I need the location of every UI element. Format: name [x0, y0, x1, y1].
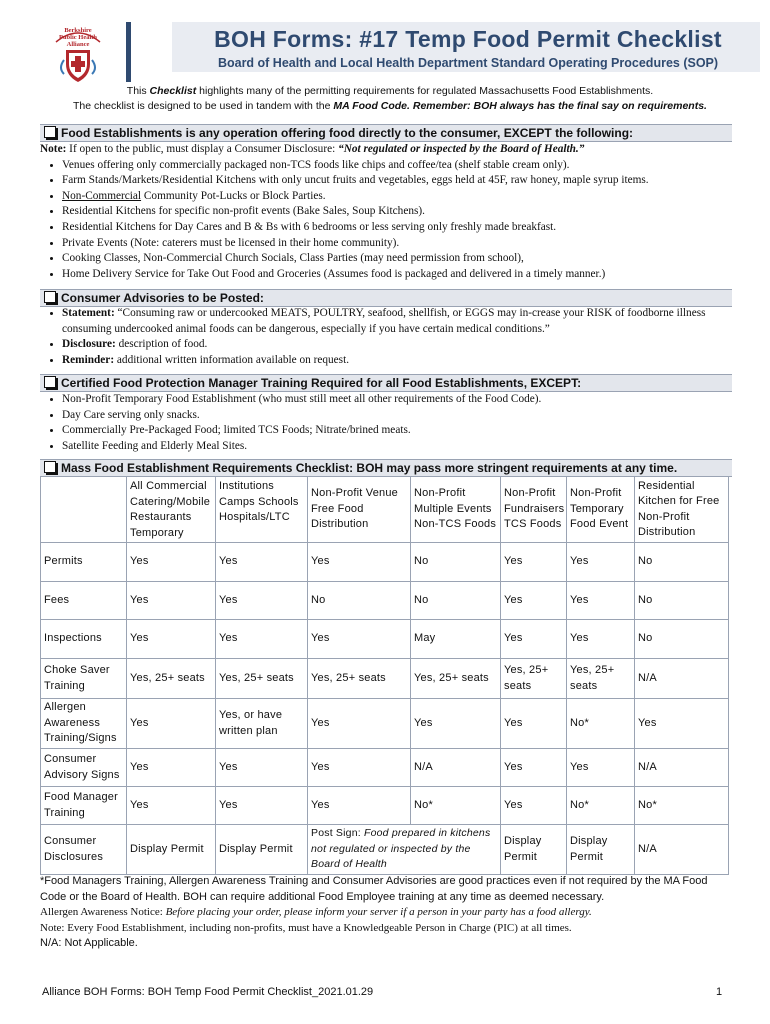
table-cell: Yes [635, 699, 729, 749]
row-label: Food Manager Training [41, 787, 127, 825]
section-3-heading: Certified Food Protection Manager Training Required for all Food Establishments, EXCEPT: [40, 374, 732, 392]
table-cell: Yes [501, 787, 567, 825]
table-cell: No* [567, 699, 635, 749]
document-subtitle: Board of Health and Local Health Department Standard Operating Procedures (SOP) [217, 56, 719, 70]
list-item: • Farm Stands/Markets/Residential Kitchens with only uncut fruits and vegetables, eggs held at 45F, raw honey, maple syrup items. [62, 173, 730, 189]
section-2-body [40, 306, 730, 368]
table-cell: Yes [308, 543, 411, 582]
table-cell: Yes [567, 620, 635, 659]
list-item: • Residential Kitchens for Day Cares and B & Bs with 6 bedrooms or less serving only freshly made breakfast. [62, 220, 730, 236]
column-header: Institutions Camps Schools Hospitals/LTC [216, 477, 308, 543]
checkbox-icon[interactable] [44, 376, 56, 388]
table-row [41, 620, 729, 659]
table-row [41, 543, 729, 582]
column-header: Residential Kitchen for Free Non-Profit Distribution [635, 477, 729, 543]
section-4-heading: Mass Food Establishment Requirements Checklist: BOH may pass more stringent requirements at any time. [40, 459, 732, 477]
column-header: All Commercial Catering/Mobile Restaurants Temporary [127, 477, 216, 543]
table-cell: Yes [501, 543, 567, 582]
table-row [41, 749, 729, 787]
table-cell: Yes, 25+ seats [127, 659, 216, 699]
section-1-body: Note: If open to the public, must display a Consumer Disclosure: “Not regulated or inspected by the Board of Health.” • Venues offering only commercially packaged non-TCS foods like chips and coffee/tea (shelf stable cream only). • Farm Stands/Markets/Residential Kitchens with only uncut fruits and vegetables, eggs held at 45F, raw honey, maple syrup items. • Non-Commercial Community Pot-Lucks or Block Parties. • Residential Kitchens for specific non-profit events (Bake Sales, Soup Kitchens). • Residential Kitchens for Day Cares and B & Bs with 6 bedrooms or less serving only freshly made breakfast. • Private Events (Note: caterers must be licensed in their home community). • Cooking Classes, Non-Commercial Church Socials, Class Parties (may need permission from school), • Home Delivery Service for Take Out Food and Groceries (Assumes food is packaged and delivered in a timely manner.) [40, 142, 730, 282]
table-cell: Yes, 25+ seats [501, 659, 567, 699]
table-cell: Display Permit [216, 825, 308, 875]
column-header: Non-Profit Multiple Events Non-TCS Foods [411, 477, 501, 543]
column-header: Non-Profit Temporary Food Event [567, 477, 635, 543]
table-cell: Yes [501, 749, 567, 787]
table-cell: N/A [635, 749, 729, 787]
table-cell: Yes [127, 749, 216, 787]
table-cell: Yes [567, 582, 635, 620]
table-cell: Yes [308, 699, 411, 749]
table-cell: No* [411, 787, 501, 825]
table-row [41, 825, 729, 875]
table-cell: Post Sign: Food prepared in kitchens not regulated or inspected by the Board of Health [308, 825, 501, 875]
table-row [41, 699, 729, 749]
list-item: • Statement: “Consuming raw or undercooked MEATS, POULTRY, seafood, shellfish, or EGGS may in-crease your RISK of foodborne illness consuming undercooked animal foods can be dangerous, especially if you have certain medical conditions.” [62, 306, 730, 337]
table-cell: Yes [127, 543, 216, 582]
table-cell: Yes [308, 620, 411, 659]
row-label: Allergen Awareness Training/Signs [41, 699, 127, 749]
table-cell: Yes [216, 787, 308, 825]
table-cell: No* [567, 787, 635, 825]
footer-document-id: Alliance BOH Forms: BOH Temp Food Permit Checklist_2021.01.29 [42, 986, 374, 998]
table-cell: Display Permit [127, 825, 216, 875]
table-cell: No [411, 582, 501, 620]
section-2-heading: Consumer Advisories to be Posted: [40, 289, 732, 307]
table-cell: Yes [216, 749, 308, 787]
footnote: Allergen Awareness Notice: Before placing your order, please inform your server if a person in your party has a food allergy. [40, 906, 592, 918]
checkbox-icon[interactable] [44, 461, 56, 473]
table-cell: Yes [567, 749, 635, 787]
table-cell: Display Permit [567, 825, 635, 875]
svg-text:Alliance: Alliance [66, 41, 90, 48]
svg-text:Berkshire: Berkshire [64, 27, 92, 34]
row-label: Choke Saver Training [41, 659, 127, 699]
column-header: Non-Profit Fundraisers TCS Foods [501, 477, 567, 543]
table-cell: Yes [308, 749, 411, 787]
table-cell: Yes [411, 699, 501, 749]
table-cell: No [308, 582, 411, 620]
footnote: *Food Managers Training, Allergen Awareness Training and Consumer Advisories are good practices even if not required by the MA Food Code or the Board of Health. BOH can require additional Food Employee training at any time as deemed necessary. [40, 875, 708, 903]
list-item: • Cooking Classes, Non-Commercial Church Socials, Class Parties (may need permission from school), [62, 251, 730, 267]
list-item: • Non-Commercial Community Pot-Lucks or Block Parties. [62, 189, 730, 205]
row-label: Consumer Advisory Signs [41, 749, 127, 787]
list-item: • Reminder: additional written information available on request. [62, 353, 730, 369]
table-cell: Yes [127, 582, 216, 620]
table-cell: No [411, 543, 501, 582]
table-cell: No [635, 543, 729, 582]
list-item: • Non-Profit Temporary Food Establishment (who must still meet all other requirements of the Food Code). [62, 392, 730, 408]
footnote: Note: Every Food Establishment, including non-profits, must have a Knowledgeable Person in Charge (PIC) at all times. [40, 921, 572, 934]
table-cell: N/A [411, 749, 501, 787]
row-label: Permits [41, 543, 127, 582]
table-cell: Yes, 25+ seats [216, 659, 308, 699]
table-cell: No [635, 582, 729, 620]
footnote: N/A: Not Applicable. [40, 937, 138, 949]
table-cell: Yes [127, 620, 216, 659]
table-header-row [41, 477, 729, 543]
page-number: 1 [716, 986, 723, 998]
requirements-table [40, 476, 729, 875]
table-cell: Yes, 25+ seats [411, 659, 501, 699]
table-cell: No [635, 620, 729, 659]
checkbox-icon[interactable] [44, 126, 56, 138]
table-cell: Yes, 25+ seats [567, 659, 635, 699]
document-title: BOH Forms: #17 Temp Food Permit Checklist [214, 26, 722, 52]
table-cell: Display Permit [501, 825, 567, 875]
table-cell: Yes [216, 543, 308, 582]
column-header [41, 477, 127, 543]
table-cell: Yes [216, 620, 308, 659]
checkbox-icon[interactable] [44, 291, 56, 303]
table-cell: Yes [501, 620, 567, 659]
table-cell: Yes [501, 699, 567, 749]
table-cell: N/A [635, 825, 729, 875]
intro-text: This Checklist highlights many of the permitting requirements for regulated Massachusetts Food Establishments. The checklist is designed to be used in tandem with the MA Food Code. Remember: BOH always has the final say on requirements. [73, 85, 707, 112]
alliance-logo [50, 20, 106, 84]
list-item: • Day Care serving only snacks. [62, 408, 730, 424]
table-cell: Yes [308, 787, 411, 825]
table-cell: Yes, or have written plan [216, 699, 308, 749]
list-item: • Disclosure: description of food. [62, 337, 730, 353]
list-item: • Satellite Feeding and Elderly Meal Sites. [62, 439, 730, 455]
row-label: Consumer Disclosures [41, 825, 127, 875]
table-row [41, 787, 729, 825]
footnotes [40, 874, 730, 952]
header [40, 18, 740, 84]
table-cell: No* [635, 787, 729, 825]
list-item: • Venues offering only commercially packaged non-TCS foods like chips and coffee/tea (shelf stable cream only). [62, 158, 730, 174]
table-row [41, 659, 729, 699]
table-cell: Yes [567, 543, 635, 582]
section-3-body [40, 392, 730, 454]
table-cell: Yes, 25+ seats [308, 659, 411, 699]
table-cell: Yes [127, 787, 216, 825]
list-item: • Commercially Pre-Packaged Food; limited TCS Foods; Nitrate/brined meats. [62, 423, 730, 439]
list-item: • Private Events (Note: caterers must be licensed in their home community). [62, 236, 730, 252]
table-cell: Yes [501, 582, 567, 620]
table-cell: May [411, 620, 501, 659]
title-divider [126, 22, 131, 82]
svg-text:Public Health: Public Health [58, 34, 98, 41]
table-cell: N/A [635, 659, 729, 699]
row-label: Inspections [41, 620, 127, 659]
row-label: Fees [41, 582, 127, 620]
table-cell: Yes [216, 582, 308, 620]
table-cell: Yes [127, 699, 216, 749]
table-row [41, 582, 729, 620]
section-1-heading: Food Establishments is any operation offering food directly to the consumer, EXCEPT the following: [40, 124, 732, 142]
list-item: • Residential Kitchens for specific non-profit events (Bake Sales, Soup Kitchens). [62, 204, 730, 220]
list-item: • Home Delivery Service for Take Out Food and Groceries (Assumes food is packaged and delivered in a timely manner.) [62, 267, 730, 283]
column-header: Non-Profit Venue Free Food Distribution [308, 477, 411, 543]
